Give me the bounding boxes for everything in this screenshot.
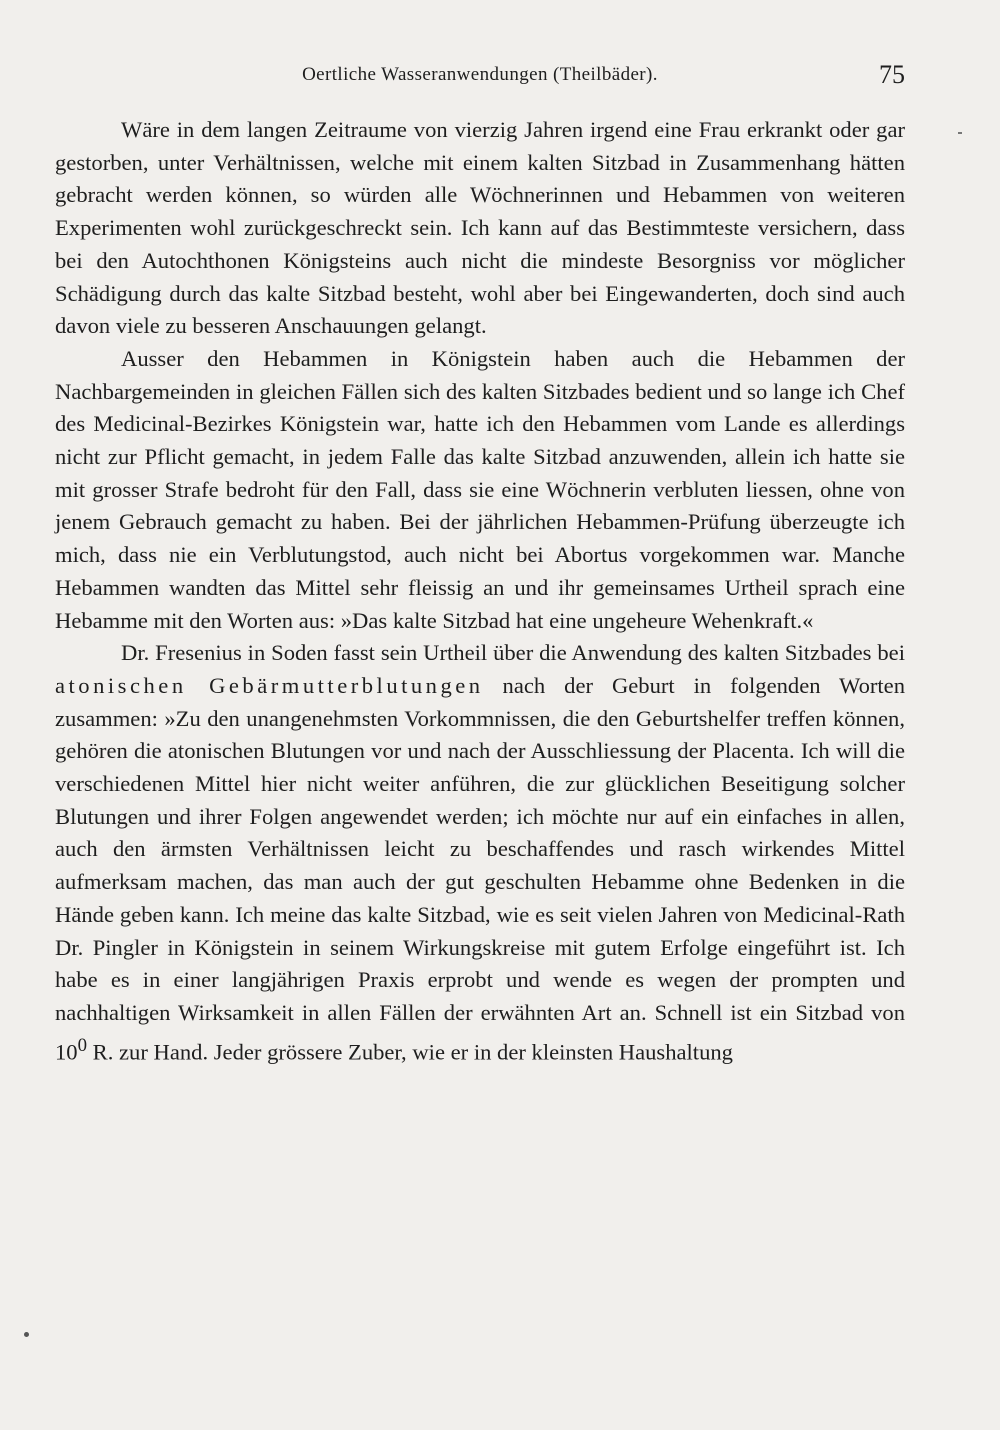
running-title: Oertliche Wasseranwendungen (Theilbäder). <box>302 64 658 85</box>
running-head <box>55 62 905 92</box>
page-number: 75 <box>879 60 905 89</box>
paragraph-3-text-a: Dr. Fresenius in Soden fasst sein Urtheil über die Anwendung des kalten Sitzbades bei <box>121 640 905 666</box>
temperature-value: 10 <box>55 1039 78 1065</box>
paragraph-3-text-b: nach der Geburt in folgenden Worten zusammen: »Zu den unangenehmsten Vorkommnissen, die den Geburtshelfer treffen können, gehören die atonischen Blutungen vor und nach der Ausschliessung der Placenta. Ich will die verschiedenen Mittel hier nicht weiter anführen, die zur glücklichen Beseitigung solcher Blutungen und ihrer Folgen angewendet werden; ich möchte nur auf ein einfaches in allen, auch den ärmsten Verhältnissen leicht zu beschaffendes und rasch wirkendes Mittel aufmerksam machen, das man auch der gut geschulten Hebamme ohne Bedenken in die Hände geben kann. Ich meine das kalte Sitzbad, wie es seit vielen Jahren von Medicinal-Rath Dr. Pingler in Königstein in seinem Wirkungskreise mit gutem Erfolge eingeführt ist. Ich habe es in einer langjährigen Praxis erprobt und wende es wegen der prompten und nachhaltigen Wirksamkeit in allen Fällen der erwähnten Art an. Schnell ist ein Sitzbad von <box>55 672 905 1025</box>
paragraph-2 <box>55 343 905 637</box>
paragraph-2-text: Ausser den Hebammen in Königstein haben auch die Hebammen der Nachbargemeinden in gleichen Fällen sich des kalten Sitzbades bedient und so lange ich Chef des Medicinal-Bezirkes Königstein war, hatte ich den Hebammen vom Lande es allerdings nicht zur Pflicht gemacht, in jedem Falle das kalte Sitzbad anzuwenden, allein ich hatte sie mit grosser Strafe bedroht für den Fall, dass sie eine Wöchnerin verbluten liessen, ohne von jenem Gebrauch gemacht zu haben. Bei der jährlichen Hebammen-Prüfung überzeugte ich mich, dass nie ein Verblutungstod, auch nicht bei Abortus vorgekommen war. Manche Hebammen wandten das Mittel sehr fleissig an und ihr gemeinsames Urtheil sprach eine Hebamme mit den Worten aus: »Das kalte Sitzbad hat eine ungeheure Wehenkraft.« <box>55 345 905 633</box>
print-speck <box>24 1332 29 1337</box>
paragraph-1 <box>55 114 905 343</box>
print-mark <box>958 132 962 134</box>
paragraph-3-text-c: R. zur Hand. Jeder grössere Zuber, wie er in der kleinsten Haushaltung <box>87 1039 733 1065</box>
paragraph-1-text: Wäre in dem langen Zeitraume von vierzig Jahren irgend eine Frau erkrankt oder gar gestorben, unter Verhältnissen, welche mit einem kalten Sitzbad in Zusammenhang hätten gebracht werden können, so würden alle Wöchnerinnen und Hebammen von weiteren Experimenten wohl zurückgeschreckt sein. Ich kann auf das Bestimmteste versichern, dass bei den Autochthonen Königsteins auch nicht die mindeste Besorgniss vor möglicher Schädigung durch das kalte Sitzbad besteht, wohl aber bei Eingewanderten, doch sind auch davon viele zu besseren Anschauungen gelangt. <box>55 117 905 339</box>
body-text <box>55 114 905 1069</box>
spaced-emphasis: atonischen Gebärmutterblutungen <box>55 672 484 698</box>
paragraph-3 <box>55 637 905 1069</box>
degree-superscript: 0 <box>77 1034 88 1056</box>
